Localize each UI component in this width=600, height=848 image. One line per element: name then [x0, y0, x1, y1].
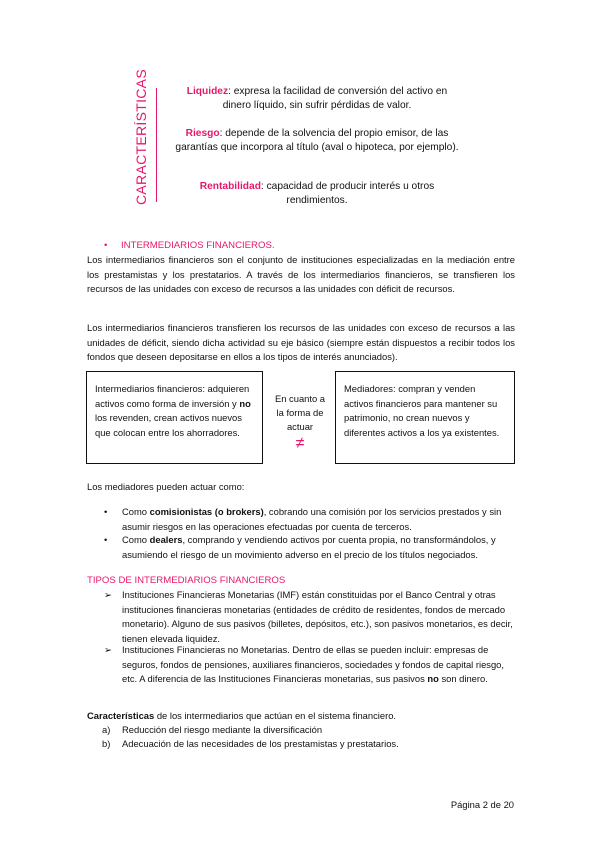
list-item: ➢ Instituciones Financieras no Monetarias. Dentro de ellas se pueden incluir: empresas de seguros, fondos de pensiones, auxiliares financieros, sociedades y fondos de capital riesgo, etc. A diferencia de las Instituciones Financieras monetarias, sus pasivos no son dinero.: [104, 644, 505, 685]
caracteristicas-intro: Características de los intermediarios que actúan en el sistema financiero.: [87, 710, 397, 721]
list-item: ➢ Instituciones Financieras Monetarias (IMF) están constituidas por el Banco Central y otras instituciones financieras monetarias (entidades de crédito de residentes, fondos de mercado monetario). Alguno de sus pasivos (billetes, depósitos, etc.), son pasivos monetarios, es decir, tienen elevada liquidez.: [104, 589, 513, 644]
text-liquidez: : expresa la facilidad de conversión del activo en dinero líquido, sin sufrir pérdidas de valor.: [222, 86, 448, 112]
mediadores-intro: Los mediadores pueden actuar como:: [87, 481, 245, 492]
bullet-icon: •: [104, 506, 108, 517]
bullet-icon: •: [104, 240, 108, 251]
intermediarios-paragraph-1: Los intermediarios financieros son el conjunto de instituciones especializadas en la mediación entre los prestamistas y los prestatarios. A través de los intermediarios financieros, se transfieren los recursos de las unidades con exceso de recursos a las unidades con déficit de recursos.: [87, 254, 515, 295]
list-item: • Como comisionistas (o brokers), cobrando una comisión por los servicios prestados y sin asumir riesgos en las operaciones efectuadas por cuenta de terceros.: [104, 506, 502, 532]
list-item: a) Reducción del riesgo mediante la diversificación: [122, 723, 515, 738]
tipos-heading: TIPOS DE INTERMEDIARIOS FINANCIEROS: [87, 575, 286, 586]
comparison-middle: [271, 392, 329, 454]
characteristics-vertical-title: CARACTERÍSTICAS: [133, 69, 149, 205]
characteristic-riesgo: [172, 127, 462, 156]
page-number: Página 2 de 20: [450, 799, 514, 810]
characteristic-liquidez: [172, 85, 462, 114]
comparison-box-intermediarios: Intermediarios financieros: adquieren activos como forma de inversión y no los revenden, crean activos nuevos que colocan entre los ahorradores.: [86, 371, 263, 464]
list-item: b) Adecuación de las necesidades de los prestamistas y prestatarios.: [122, 737, 515, 752]
text-rentabilidad: : capacidad de producir interés u otros rendimientos.: [260, 181, 435, 207]
term-rentabilidad: Rentabilidad: [199, 181, 261, 192]
comparison-box-mediadores: Mediadores: compran y venden activos financieros para mantener su patrimonio, no crean nuevos y diferentes activos a los ya existentes.: [335, 371, 515, 464]
arrow-bullet-icon: ➢: [104, 644, 112, 655]
intermediarios-paragraph-2: Los intermediarios financieros transfieren los recursos de las unidades con exceso de recursos a las unidades de déficit, siendo dicha actividad su eje básico (siempre están dispuestos a recibir todos los fondos que deseen depositarse en ellos a los tipos de interés anunciados).: [87, 322, 515, 363]
characteristic-rentabilidad: [182, 180, 452, 209]
bullet-icon: •: [104, 534, 108, 545]
list-marker: b): [102, 738, 111, 749]
characteristics-bracket: [156, 88, 167, 202]
list-item: • Como dealers, comprando y vendiendo activos por cuenta propia, no transformándolos, y asumiendo el riesgo de un movimiento adverso en el precio de los títulos negociados.: [104, 534, 496, 560]
comparison-middle-text: En cuanto a la forma de actuar: [274, 393, 326, 433]
list-marker: a): [102, 724, 111, 735]
arrow-bullet-icon: ➢: [104, 589, 112, 600]
term-liquidez: Liquidez: [186, 86, 229, 97]
not-equal-icon: ≠: [295, 435, 305, 453]
term-riesgo: Riesgo: [185, 128, 220, 139]
text-riesgo: : depende de la solvencia del propio emisor, de las garantías que incorpora al título (aval o hipoteca, por ejemplo).: [175, 128, 459, 154]
